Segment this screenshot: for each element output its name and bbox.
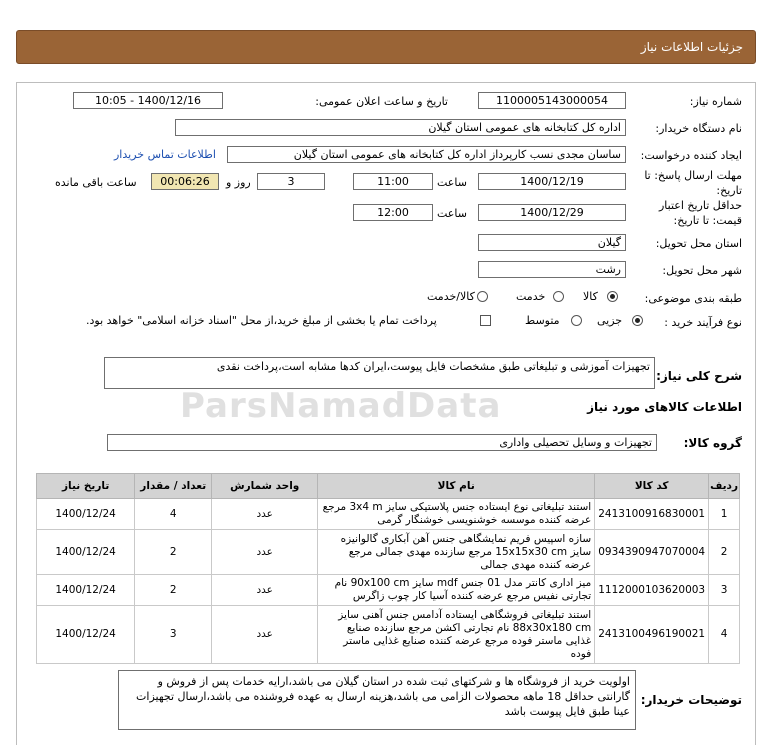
row-date: 1400/12/24 <box>37 530 135 575</box>
row-date: 1400/12/24 <box>37 499 135 530</box>
treasury-note: پرداخت تمام یا بخشی از مبلغ خرید،از محل "اسناد خزانه اسلامی" خواهد بود. <box>86 314 437 327</box>
announce-date-label: تاریخ و ساعت اعلان عمومی: <box>315 95 448 108</box>
table-row[interactable] <box>37 499 740 530</box>
days-label: روز و <box>226 176 251 189</box>
requester-field: ساسان مجدی نسب کارپرداز اداره کل کتابخانه های عمومی استان گیلان <box>227 146 626 163</box>
row-date: 1400/12/24 <box>37 575 135 606</box>
table-row[interactable] <box>37 606 740 664</box>
category-service-radio[interactable] <box>553 291 564 302</box>
row-code: 2413100496190021 <box>595 606 709 664</box>
row-index: 1 <box>709 499 740 530</box>
row-qty: 2 <box>135 530 212 575</box>
province-field: گیلان <box>478 234 626 251</box>
table-row[interactable] <box>37 575 740 606</box>
row-qty: 3 <box>135 606 212 664</box>
validity-time-label: ساعت <box>437 207 467 220</box>
row-index: 2 <box>709 530 740 575</box>
buyer-notes-field: اولویت خرید از فروشگاه ها و شرکتهای ثبت شده در استان گیلان می باشد،ارایه خدمات پس از فروش و گارانتی حداقل 18 ماهه محصولات الزامی می باشد،هزینه ارسال به عهده فروشنده می باشد،ارسال تجهیزات عینا طبق فایل پیوست باشد <box>118 670 636 730</box>
goods-group-field: تجهیزات و وسایل تحصیلی واداری <box>107 434 657 451</box>
row-name: سازه اسپیس فریم نمایشگاهی جنس آهن آبکاری گالوانیزه سایز 15x15x30 cm مرجع سازنده مهدی جمالی مرجع عرضه کننده مهدی جمالی <box>318 530 595 575</box>
row-name: استند تبلیغاتی فروشگاهی ایستاده آدامس جنس آهنی سایز 88x30x180 cm نام تجارتی اکشن مرجع سازنده صنایع غذایی ماستر فوده مرجع عرضه کننده صنایع غذایی ماستر فوده <box>318 606 595 664</box>
requester-label: ایجاد کننده درخواست: <box>640 149 742 162</box>
row-code: 1112000103620003 <box>595 575 709 606</box>
col-header-code: کد کالا <box>595 474 709 499</box>
row-unit: عدد <box>212 530 318 575</box>
row-unit: عدد <box>212 575 318 606</box>
col-header-qty: تعداد / مقدار <box>135 474 212 499</box>
page-title: جزئیات اطلاعات نیاز <box>640 40 743 54</box>
remaining-time-label: ساعت باقی مانده <box>55 176 137 189</box>
buyer-org-label: نام دستگاه خریدار: <box>655 122 742 135</box>
announce-date-field: 1400/12/16 - 10:05 <box>73 92 223 109</box>
province-label: استان محل تحویل: <box>655 237 742 250</box>
category-both-label: کالا/خدمت <box>427 290 475 303</box>
row-index: 4 <box>709 606 740 664</box>
table-row[interactable] <box>37 530 740 575</box>
need-number-label: شماره نیاز: <box>689 95 742 108</box>
row-unit: عدد <box>212 606 318 664</box>
deadline-time-label: ساعت <box>437 176 467 189</box>
buyer-notes-label: توضیحات خریدار: <box>640 693 742 707</box>
row-index: 3 <box>709 575 740 606</box>
process-minor-label: جزیی <box>597 314 623 327</box>
table-header-row <box>37 474 740 499</box>
validity-time-field: 12:00 <box>353 204 433 221</box>
deadline-date-field: 1400/12/19 <box>478 173 626 190</box>
category-both-radio[interactable] <box>477 291 488 302</box>
deadline-time-field: 11:00 <box>353 173 433 190</box>
category-goods-label: کالا <box>583 290 598 303</box>
category-goods-radio[interactable] <box>607 291 618 302</box>
city-label: شهر محل تحویل: <box>662 264 742 277</box>
watermark: ParsNamadData <box>180 386 502 426</box>
col-header-name: نام کالا <box>318 474 595 499</box>
process-minor-radio[interactable] <box>632 315 643 326</box>
goods-group-label: گروه کالا: <box>683 436 742 450</box>
row-qty: 2 <box>135 575 212 606</box>
row-code: 2413100916830001 <box>595 499 709 530</box>
validity-label: حداقل تاریخ اعتبار قیمت: تا تاریخ: <box>658 199 742 227</box>
deadline-label: مهلت ارسال پاسخ: تا تاریخ: <box>644 169 742 197</box>
buyer-org-field: اداره کل کتابخانه های عمومی استان گیلان <box>175 119 626 136</box>
col-header-unit: واحد شمارش <box>212 474 318 499</box>
buyer-contact-link[interactable]: اطلاعات تماس خریدار <box>114 148 216 161</box>
goods-section-title: اطلاعات کالاهای مورد نیاز <box>587 400 742 414</box>
validity-date-field: 1400/12/29 <box>478 204 626 221</box>
page-header <box>16 30 756 64</box>
remaining-time-field: 00:06:26 <box>151 173 219 190</box>
row-qty: 4 <box>135 499 212 530</box>
row-unit: عدد <box>212 499 318 530</box>
process-medium-label: متوسط <box>525 314 560 327</box>
summary-field: تجهیزات آموزشی و تبلیغاتی طبق مشخصات فایل پیوست،ایران کدها مشابه است،پرداخت نقدی <box>104 357 655 389</box>
category-label: طبقه بندی موضوعی: <box>644 292 742 305</box>
row-name: میز اداری کانتر مدل 01 جنس mdf سایز 90x100 cm نام تجارتی نفیس مرجع عرضه کننده آسیا کار چوب زاگرس <box>318 575 595 606</box>
process-medium-radio[interactable] <box>571 315 582 326</box>
row-name: استند تبلیغاتی نوع ایستاده جنس پلاستیکی سایز 3x4 m مرجع عرضه کننده موسسه خوشنویسی خوشنگار گرمی <box>318 499 595 530</box>
summary-label: شرح کلی نیاز: <box>656 369 742 383</box>
goods-table <box>36 473 740 664</box>
days-field: 3 <box>257 173 325 190</box>
col-header-index: ردیف <box>709 474 740 499</box>
category-service-label: خدمت <box>516 290 546 303</box>
treasury-checkbox[interactable] <box>480 315 491 326</box>
need-number-field: 1100005143000054 <box>478 92 626 109</box>
process-label: نوع فرآیند خرید : <box>664 316 742 329</box>
city-field: رشت <box>478 261 626 278</box>
row-date: 1400/12/24 <box>37 606 135 664</box>
col-header-date: تاریخ نیاز <box>37 474 135 499</box>
row-code: 0934390947070004 <box>595 530 709 575</box>
